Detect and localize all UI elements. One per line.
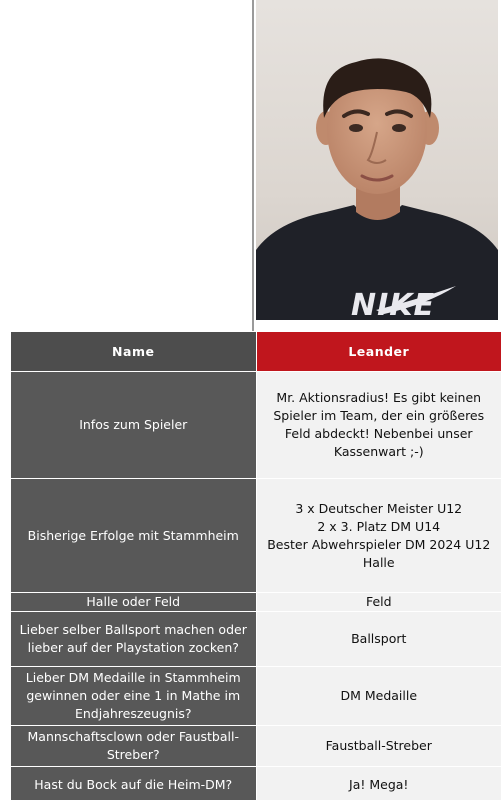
row-value: Ballsport bbox=[256, 612, 502, 667]
player-portrait-illustration bbox=[256, 0, 498, 320]
row-value: DM Medaille bbox=[256, 667, 502, 726]
photo-section bbox=[0, 0, 502, 331]
row-value: Mr. Aktionsradius! Es gibt keinen Spieler im Team, der ein größeres Feld abdeckt! Nebenbei unser Kassenwart ;-) bbox=[256, 372, 502, 479]
value-line: 3 x Deutscher Meister U12 bbox=[295, 500, 463, 516]
table-row bbox=[11, 372, 502, 479]
name-label: Name bbox=[11, 332, 257, 372]
player-name: Leander bbox=[256, 332, 502, 372]
table-header-row bbox=[11, 332, 502, 372]
shirt-logo-text: NIKE bbox=[350, 288, 435, 320]
value-line: 2 x 3. Platz DM U14 bbox=[317, 518, 441, 534]
row-value bbox=[256, 479, 502, 593]
table-row bbox=[11, 726, 502, 767]
row-value: Faustball-Streber bbox=[256, 726, 502, 767]
row-value: Feld bbox=[256, 593, 502, 612]
value-line: Bester Abwehrspieler DM 2024 U12 Halle bbox=[267, 536, 491, 570]
row-label: Bisherige Erfolge mit Stammheim bbox=[11, 479, 257, 593]
table-row bbox=[11, 667, 502, 726]
row-label: Halle oder Feld bbox=[11, 593, 257, 612]
row-value: Ja! Mega! bbox=[256, 767, 502, 800]
table-row bbox=[11, 767, 502, 800]
vertical-divider bbox=[252, 0, 254, 331]
player-profile-table bbox=[10, 331, 502, 800]
table-row bbox=[11, 593, 502, 612]
player-photo bbox=[256, 0, 498, 320]
table-row bbox=[11, 612, 502, 667]
row-label: Lieber selber Ballsport machen oder lieber auf der Playstation zocken? bbox=[11, 612, 257, 667]
row-label: Mannschaftsclown oder Faustball-Streber? bbox=[11, 726, 257, 767]
row-label: Hast du Bock auf die Heim-DM? bbox=[11, 767, 257, 800]
table-row bbox=[11, 479, 502, 593]
row-label: Infos zum Spieler bbox=[11, 372, 257, 479]
row-label: Lieber DM Medaille in Stammheim gewinnen oder eine 1 in Mathe im Endjahreszeugnis? bbox=[11, 667, 257, 726]
